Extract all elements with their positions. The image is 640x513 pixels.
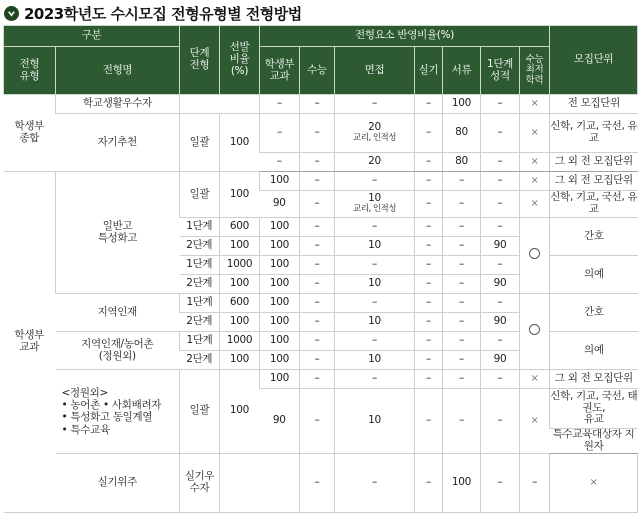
dash: – (300, 389, 335, 454)
dash: – (300, 275, 335, 294)
dash: – (481, 332, 520, 351)
ratio-cell: 100 (220, 114, 260, 172)
interview-cell: 10 교리, 인적성 (335, 191, 415, 218)
ratio-cell: 100 (220, 351, 260, 370)
dash: – (443, 275, 481, 294)
dash: – (415, 218, 443, 237)
stage-cell: 일괄 (180, 172, 220, 218)
header-reflect: 전형요소 반영비율(%) (260, 26, 550, 47)
dash: – (415, 389, 443, 454)
ratio-cell: 100 (220, 275, 260, 294)
header-unit: 모집단위 (550, 26, 638, 95)
dash: – (415, 153, 443, 172)
dash: – (415, 191, 443, 218)
x-mark: × (550, 453, 638, 512)
dash: – (481, 370, 520, 389)
unit-cell: 신학, 기교, 국선, 태권도, 유교 (550, 389, 638, 429)
dash: – (260, 153, 300, 172)
unit-cell: 그 외 전 모집단위 (550, 153, 638, 172)
x-mark: × (520, 191, 550, 218)
header-gubun: 구분 (4, 26, 180, 47)
dash: – (443, 172, 481, 191)
first-cell: 90 (481, 275, 520, 294)
min-circle-cell (520, 218, 550, 294)
record-cell: 100 (260, 218, 300, 237)
dash: – (415, 95, 443, 114)
stage-cell: 2단계 (180, 313, 220, 332)
dash: – (335, 256, 415, 275)
unit-cell: 의예 (550, 332, 638, 370)
dash: – (335, 453, 415, 512)
dash: – (443, 332, 481, 351)
dash: – (300, 332, 335, 351)
stage-cell: 1단계 (180, 332, 220, 351)
table-row (4, 294, 638, 313)
stage-cell: 1단계 (180, 294, 220, 313)
x-mark: × (520, 172, 550, 191)
record-cell: 100 (260, 370, 300, 389)
name-cell: 자기추천 (56, 114, 180, 172)
header-record: 학생부 교과 (260, 47, 300, 95)
name-cell: 지역인재/농어촌 (정원외) (56, 332, 180, 370)
dash: – (415, 453, 443, 512)
stage-cell: 2단계 (180, 275, 220, 294)
x-mark: × (520, 370, 550, 389)
dash: – (481, 153, 520, 172)
first-cell: 90 (481, 237, 520, 256)
interview-cell: 20 교리, 인적성 (335, 114, 415, 153)
unit-cell: 의예 (550, 256, 638, 294)
record-cell: 100 (260, 237, 300, 256)
dash: – (415, 313, 443, 332)
dash: – (481, 95, 520, 114)
dash: – (415, 114, 443, 153)
interview-cell: 10 (335, 389, 415, 454)
x-mark: × (520, 114, 550, 153)
dash: – (260, 95, 300, 114)
docs-cell: 80 (443, 114, 481, 153)
header-interview: 면접 (335, 47, 415, 95)
dash: – (335, 95, 415, 114)
record-cell: 100 (260, 351, 300, 370)
record-cell: 100 (260, 332, 300, 351)
record-cell: 100 (260, 275, 300, 294)
blank-cell (220, 453, 300, 512)
record-cell: 90 (260, 191, 300, 218)
unit-cell: 간호 (550, 294, 638, 332)
dash: – (335, 332, 415, 351)
table-row (4, 453, 638, 512)
interview-cell: 20 (335, 153, 415, 172)
header-first: 1단계 성적 (481, 47, 520, 95)
header-csat: 수능 (300, 47, 335, 95)
header-min: 수능 최저 학력 (520, 47, 550, 95)
interview-cell: 10 (335, 351, 415, 370)
dash: – (300, 370, 335, 389)
ratio-cell: 100 (220, 237, 260, 256)
circle-icon (529, 248, 540, 259)
record-cell: 100 (260, 294, 300, 313)
header-docs: 서류 (443, 47, 481, 95)
table-row (4, 114, 638, 153)
dash: – (520, 453, 550, 512)
blank-cell (180, 95, 260, 114)
ratio-cell: 100 (220, 370, 260, 454)
dash: – (443, 237, 481, 256)
unit-cell: 신학, 기교, 국선, 유교 (550, 114, 638, 153)
unit-cell: 특수교육대상자 지원자 (550, 429, 638, 454)
stage-cell: 1단계 (180, 256, 220, 275)
dash: – (300, 218, 335, 237)
table-row (4, 370, 638, 389)
docs-cell: 80 (443, 153, 481, 172)
dash: – (443, 351, 481, 370)
unit-cell: 그 외 전 모집단위 (550, 370, 638, 389)
dash: – (481, 114, 520, 153)
stage-cell: 일괄 (180, 370, 220, 454)
name-cell: 지역인재 (56, 294, 180, 332)
first-cell: 90 (481, 351, 520, 370)
chevron-down-icon (4, 6, 19, 21)
header-type: 전형 유형 (4, 47, 56, 95)
header-name: 전형명 (56, 47, 180, 95)
name-cell: <정원외> • 농어촌 • 사회배려자 • 특성화고 동일계열 • 특수교육 (56, 370, 180, 454)
dash: – (300, 153, 335, 172)
name-cell: 학교생활우수자 (56, 95, 180, 114)
dash: – (415, 275, 443, 294)
dash: – (415, 172, 443, 191)
unit-cell: 신학, 기교, 국선, 유교 (550, 191, 638, 218)
dash: – (300, 453, 335, 512)
dash: – (335, 294, 415, 313)
stage-cell: 2단계 (180, 237, 220, 256)
dash: – (443, 218, 481, 237)
dash: – (481, 172, 520, 191)
dash: – (335, 172, 415, 191)
interview-cell: 10 (335, 237, 415, 256)
unit-cell: 간호 (550, 218, 638, 256)
unit-cell: 전 모집단위 (550, 95, 638, 114)
dash: – (481, 191, 520, 218)
dash: – (300, 191, 335, 218)
dash: – (300, 237, 335, 256)
record-cell: 100 (260, 172, 300, 191)
dash: – (415, 294, 443, 313)
dash: – (443, 256, 481, 275)
dash: – (481, 294, 520, 313)
x-mark: × (520, 389, 550, 454)
type-cell: 실기위주 (56, 453, 180, 512)
min-circle-cell (520, 294, 550, 370)
dash: – (300, 95, 335, 114)
dash: – (335, 370, 415, 389)
stage-cell: 일괄 (180, 114, 220, 172)
dash: – (300, 114, 335, 153)
ratio-cell: 1000 (220, 256, 260, 275)
dash: – (481, 453, 520, 512)
ratio-cell: 600 (220, 218, 260, 237)
dash: – (300, 351, 335, 370)
dash: – (443, 294, 481, 313)
ratio-cell: 1000 (220, 332, 260, 351)
table-row (4, 95, 638, 114)
docs-cell: 100 (443, 95, 481, 114)
dash: – (300, 256, 335, 275)
dash: – (300, 313, 335, 332)
dash: – (415, 370, 443, 389)
name-cell: 일반고 특성화고 (56, 172, 180, 294)
practical-cell: 100 (443, 453, 481, 512)
first-cell: 90 (481, 313, 520, 332)
record-cell: 90 (260, 389, 300, 454)
dash: – (443, 191, 481, 218)
admission-table (3, 25, 638, 513)
title-bar (4, 2, 302, 24)
type-cell: 학생부 종합 (4, 95, 56, 172)
header-stage: 단계 전형 (180, 26, 220, 95)
type-cell: 학생부 교과 (4, 172, 56, 513)
x-mark: × (520, 95, 550, 114)
stage-cell: 2단계 (180, 351, 220, 370)
dash: – (481, 389, 520, 454)
interview-cell: 10 (335, 313, 415, 332)
dash: – (335, 218, 415, 237)
interview-cell: 10 (335, 275, 415, 294)
table-row (4, 172, 638, 191)
dash: – (300, 294, 335, 313)
ratio-cell: 600 (220, 294, 260, 313)
dash: – (415, 256, 443, 275)
ratio-cell: 100 (220, 313, 260, 332)
page-title: 2023학년도 수시모집 전형유형별 전형방법 (24, 4, 302, 23)
dash: – (415, 332, 443, 351)
x-mark: × (520, 153, 550, 172)
circle-icon (529, 324, 540, 335)
dash: – (415, 351, 443, 370)
record-cell: 100 (260, 256, 300, 275)
dash: – (260, 114, 300, 153)
dash: – (481, 256, 520, 275)
dash: – (415, 237, 443, 256)
dash: – (443, 313, 481, 332)
stage-cell: 1단계 (180, 218, 220, 237)
dash: – (443, 370, 481, 389)
header-practical: 실기 (415, 47, 443, 95)
unit-cell: 그 외 전 모집단위 (550, 172, 638, 191)
name-cell: 실기우수자 (180, 453, 220, 512)
dash: – (443, 389, 481, 454)
dash: – (481, 218, 520, 237)
header-ratio: 선발 비율 (%) (220, 26, 260, 95)
ratio-cell: 100 (220, 172, 260, 218)
record-cell: 100 (260, 313, 300, 332)
dash: – (300, 172, 335, 191)
